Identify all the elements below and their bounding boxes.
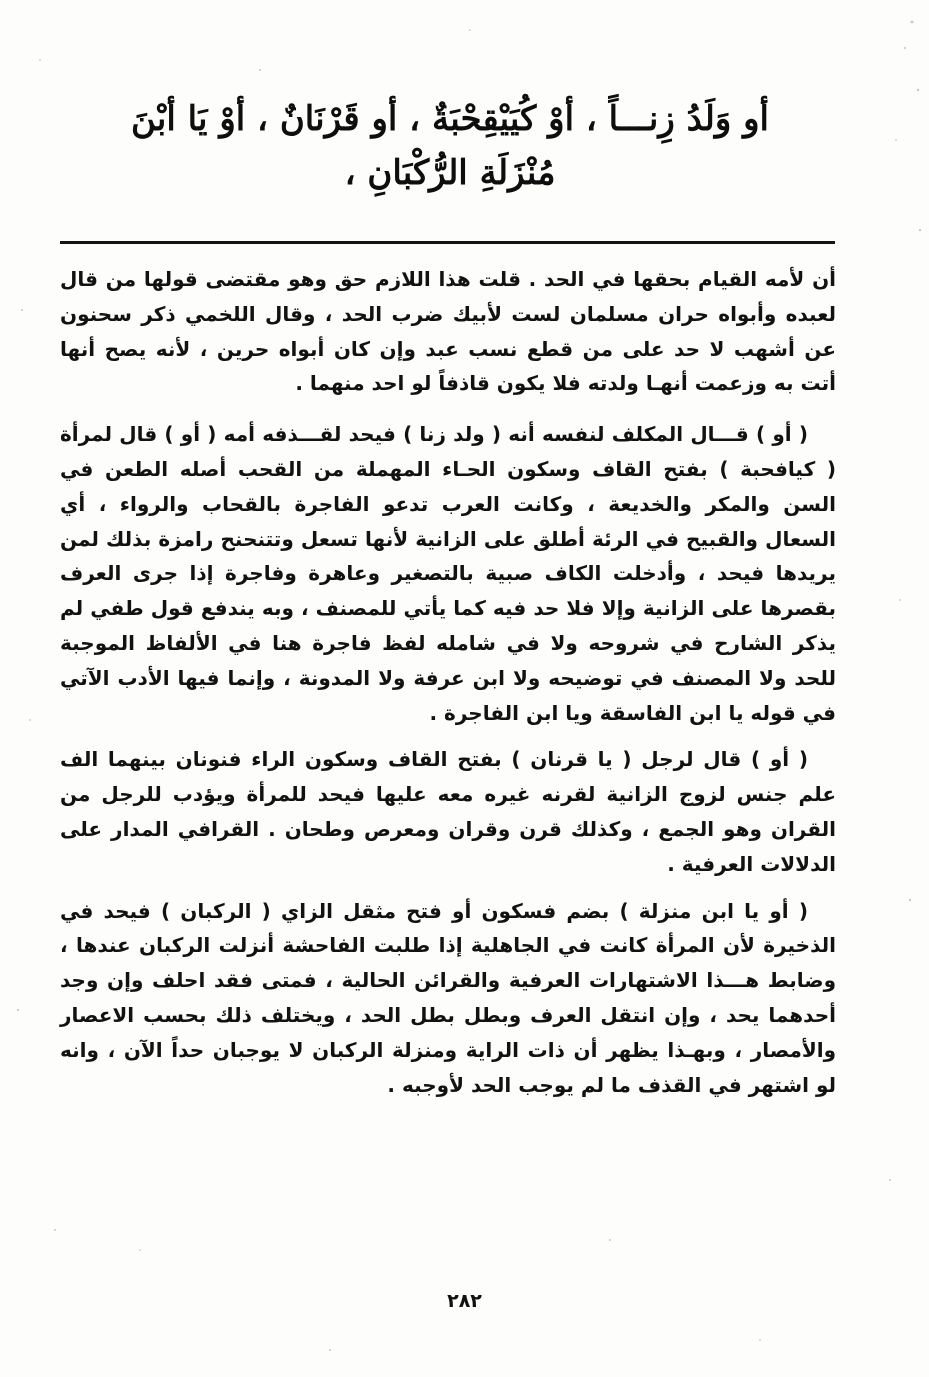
paragraph-3: ( أو ) قال لرجل ( يا قرنان ) بفتح القاف وسكون الراء فنونان بينهما الف علم جنس لزوج الزانية لقرنه غيره معه عليها فيحد للمرأة ويؤدب للرجل من القران وهو الجمع ، وكذلك قرن وقران ومعرص وطحان . القرافي المدار على الدلالات العرفية .	[60, 747, 836, 876]
paragraph-2: ( أو ) قـــال المكلف لنفسه أنه ( ولد زنا ) فيحد لقـــذفه أمه ( أو ) قال لمرأة ( كيافحبة ) بفتح القاف وسكون الحـاء المهملة من القحب أصله الطعن في السن والمكر والخديعة ، وكانت العرب تدعو الفاجرة بالقحاب والرواء ، أي السعال والقبيح في الرئة أطلق على الزانية لأنها تسعل وتتنحنح رامزة بذلك لمن يريدها فيحد ، وأدخلت الكاف صبية بالتصغير وعاهرة وفاجرة إذا جرى العرف بقصرها على الزانية وإلا فلا حد فيه كما يأتي للمصنف ، وبه يندفع قول طفي لم يذكر الشارح في شروحه ولا في شامله لفظ فاجرة هنا في الألفاظ الموجبة للحد ولا المصنف في توضيحه ولا ابن عرفة ولا المدونة ، وإنما فيها الأدب الآتي في قوله يا ابن الفاسقة ويا ابن الفاجرة .	[60, 422, 836, 725]
paragraph-4: ( أو يا ابن منزلة ) بضم فسكون أو فتح مثقل الزاي ( الركبان ) فيحد في الذخيرة لأن المرأة كانت في الجاهلية إذا طلبت الفاحشة أنزلت الركبان عندها ، وضابط هـــذا الاشتهارات العرفية والقرائن الحالية ، فمتى فقد احلف وإن وجد أحدهما يحد ، وإن انتقل العرف وبطل بطل الحد ، ويختلف ذلك بحسب الاعصار والأمصار ، وبهـذا يظهر أن ذات الراية ومنزلة الركبان لا يوجبان حداً الآن ، وانه لو اشتهر في القذف ما لم يوجب الحد لأوجبه .	[60, 898, 836, 1097]
heading-line-1: أو وَلَدُ زِنـــاً ، أوْ كُيَيْقِحْبَةٌ ، أو قَرْنَانٌ ، أوْ يَا أبْنَ	[131, 99, 769, 139]
commentary-body	[60, 262, 836, 1114]
paragraph-1: أن لأمه القيام بحقها في الحد . قلت هذا اللازم حق وهو مقتضى قولها من قال لعبده وأبواه حران مسلمان لست لأبيك ضرب الحد ، وقال اللخمي ذكر سحنون عن أشهب لا حد على من قطع نسب عبد وإن كان أبواه حرين ، لأنه يصح أنها أتت به وزعمت أنهـا ولدته فلا يكون قاذفاً لو احد منهما .	[60, 267, 836, 396]
page-number: ٢٨٢	[447, 1290, 482, 1312]
section-heading	[90, 92, 810, 201]
heading-line-2: مُنْزَلَةِ الرُّكْبَانِ ،	[344, 153, 556, 194]
heading-divider	[60, 241, 835, 244]
